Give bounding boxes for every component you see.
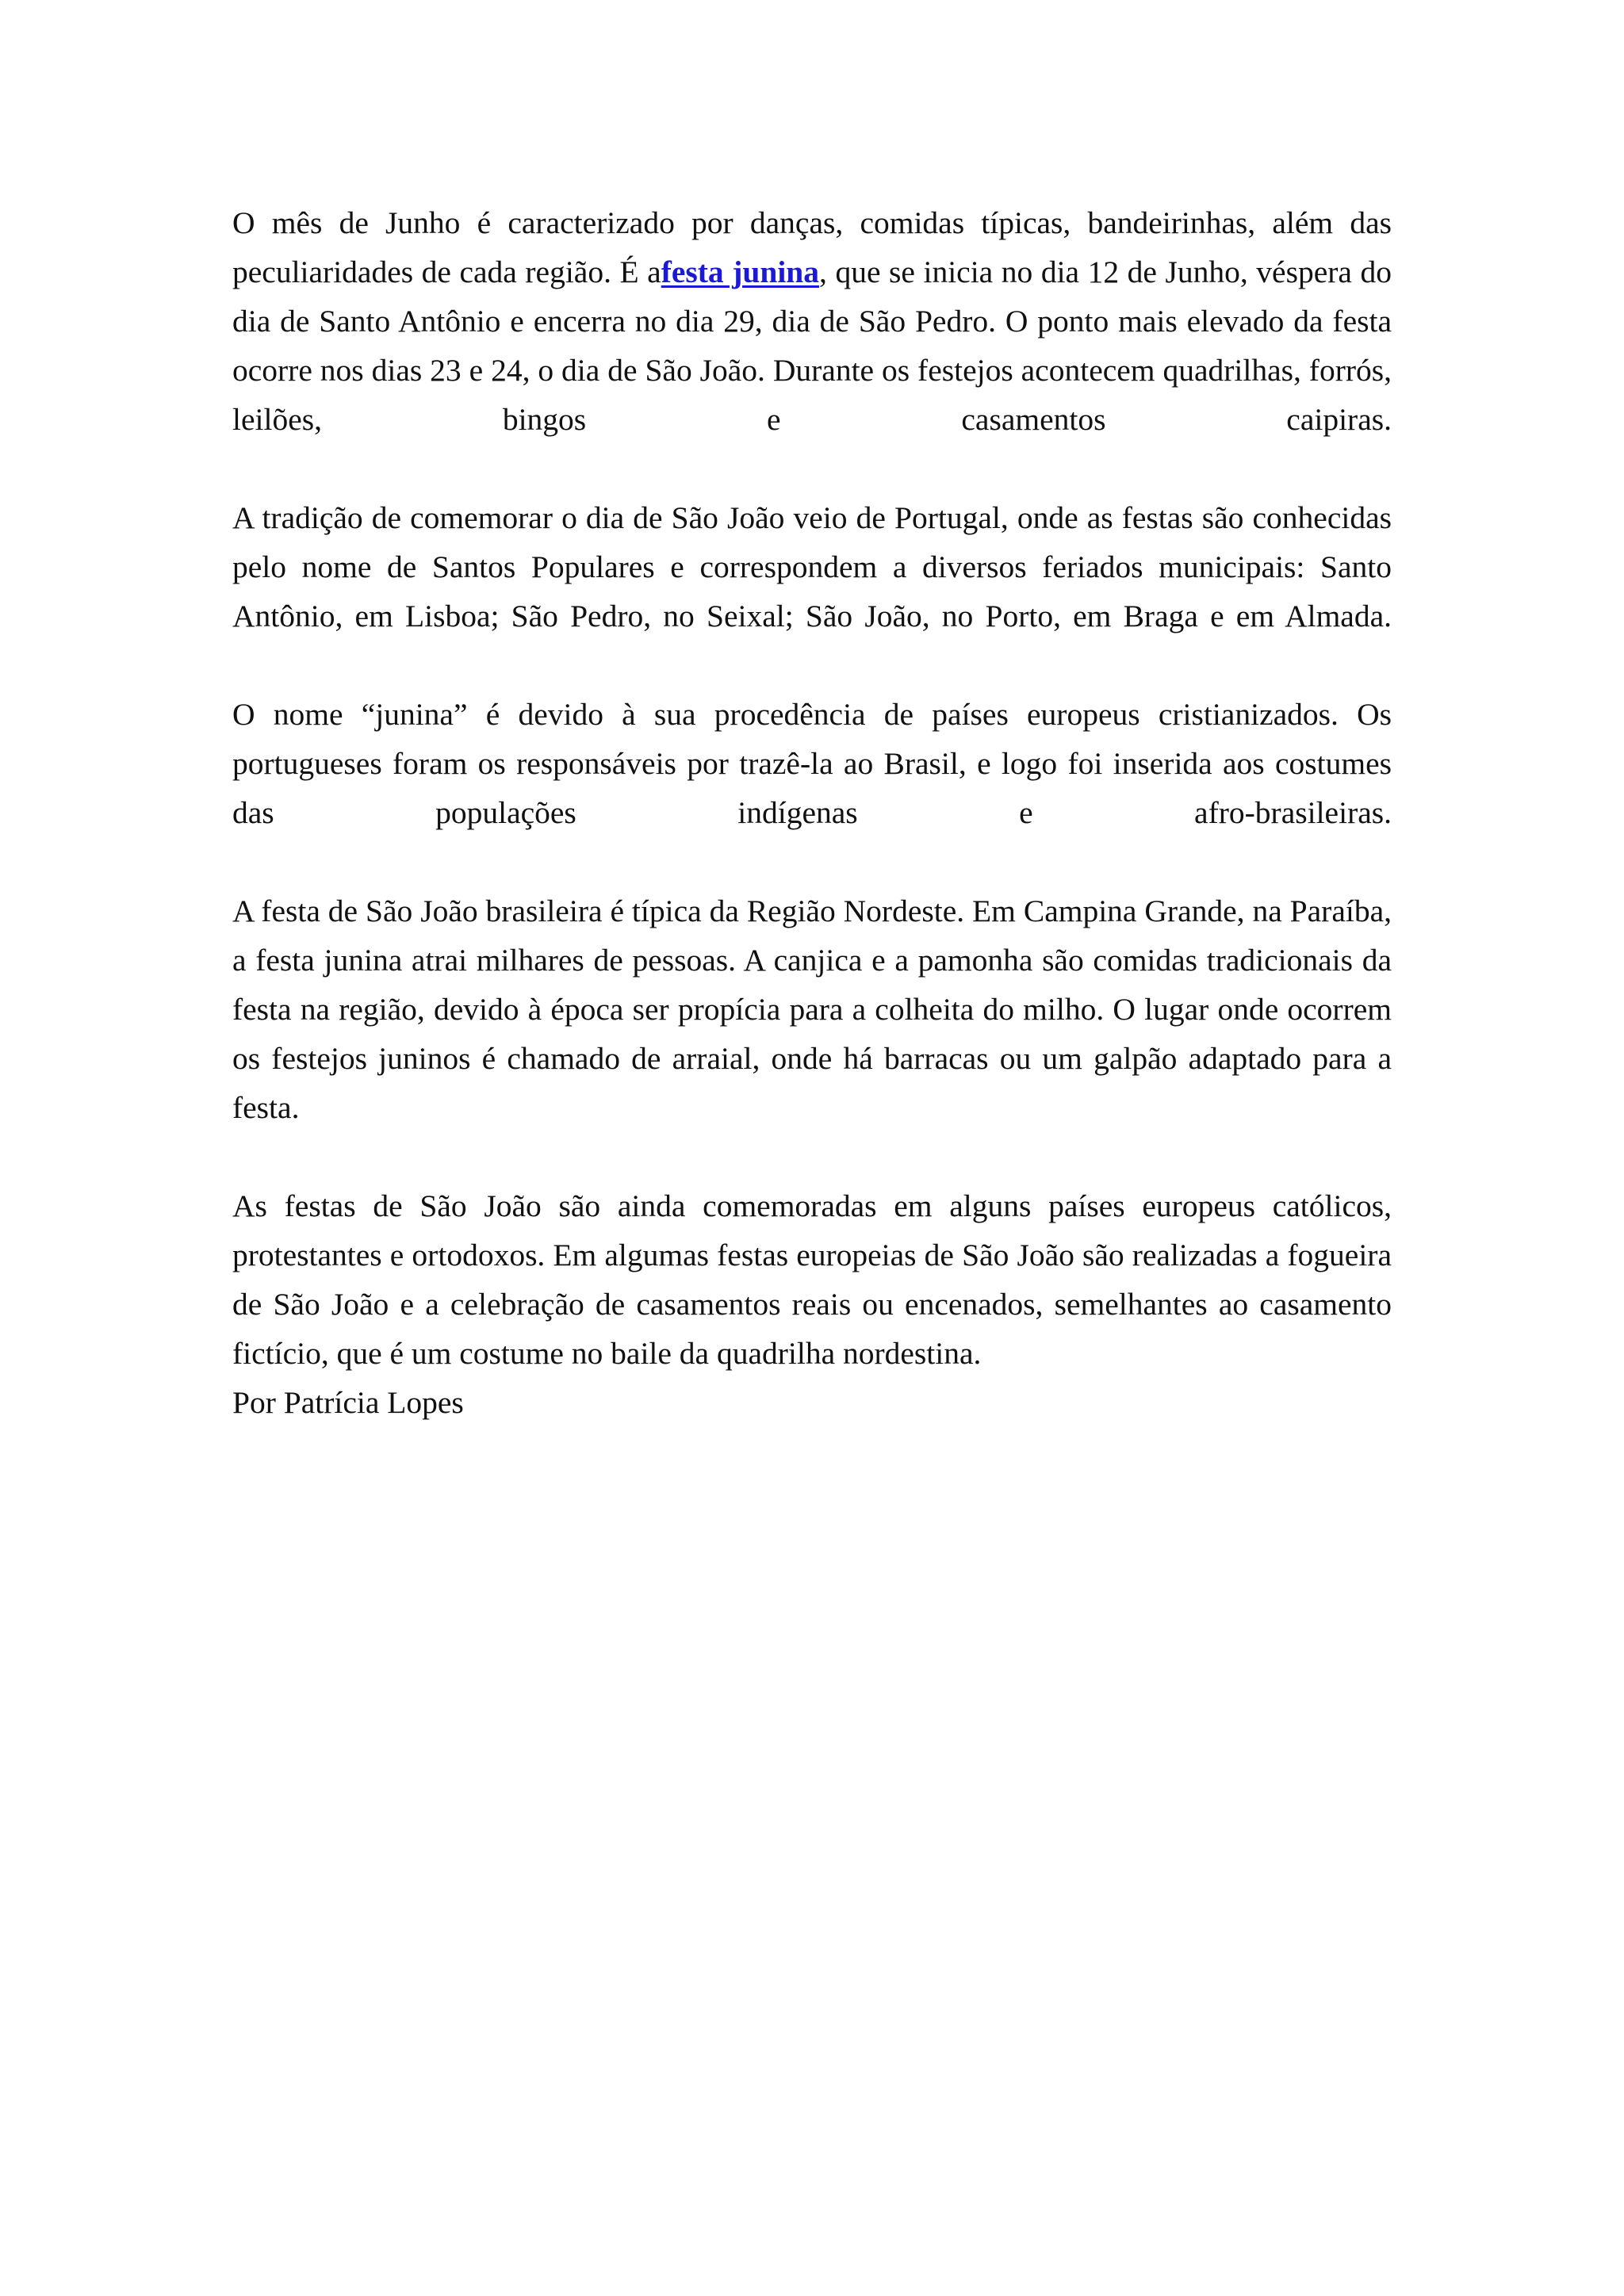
paragraph-1	[232, 198, 1392, 444]
paragraph-1-intro: O mês de Junho é caracterizado por danças, comidas típicas, bandeirinhas, além das peculiaridades de cada região. É a	[232, 205, 1392, 289]
festa-junina-link[interactable]: festa junina	[661, 254, 820, 289]
paragraph-2: A tradição de comemorar o dia de São João veio de Portugal, onde as festas são conhecidas pelo nome de Santos Populares e correspondem a diversos feriados municipais: Santo Antônio, em Lisboa; São Pedro, no Seixal; São João, no Porto, em Braga e em Almada.	[232, 500, 1392, 633]
paragraph-1-rest: , que se inicia no dia 12 de Junho, véspera do dia de Santo Antônio e encerra no dia 29, dia de São Pedro. O ponto mais elevado da festa ocorre nos dias 23 e 24, o dia de São João. Durante os festejos acontecem quadrilhas, forrós, leilões, bingos e casamentos caipiras.	[232, 254, 1392, 437]
author-byline: Por Patrícia Lopes	[232, 1385, 464, 1420]
paragraph-5: As festas de São João são ainda comemoradas em alguns países europeus católicos, protestantes e ortodoxos. Em algumas festas europeias de São João são realizadas a fogueira de São João e a celebração de casamentos reais ou encenados, semelhantes ao casamento fictício, que é um costume no baile da quadrilha nordestina.	[232, 1188, 1392, 1371]
article-body	[232, 198, 1392, 1427]
paragraph-4: A festa de São João brasileira é típica da Região Nordeste. Em Campina Grande, na Paraíba, a festa junina atrai milhares de pessoas. A canjica e a pamonha são comidas tradicionais da festa na região, devido à época ser propícia para a colheita do milho. O lugar onde ocorrem os festejos juninos é chamado de arraial, onde há barracas ou um galpão adaptado para a festa.	[232, 894, 1392, 1125]
paragraph-3: O nome “junina” é devido à sua procedência de países europeus cristianizados. Os portugueses foram os responsáveis por trazê-la ao Brasil, e logo foi inserida aos costumes das populações indígenas e afro-brasileiras.	[232, 697, 1392, 830]
